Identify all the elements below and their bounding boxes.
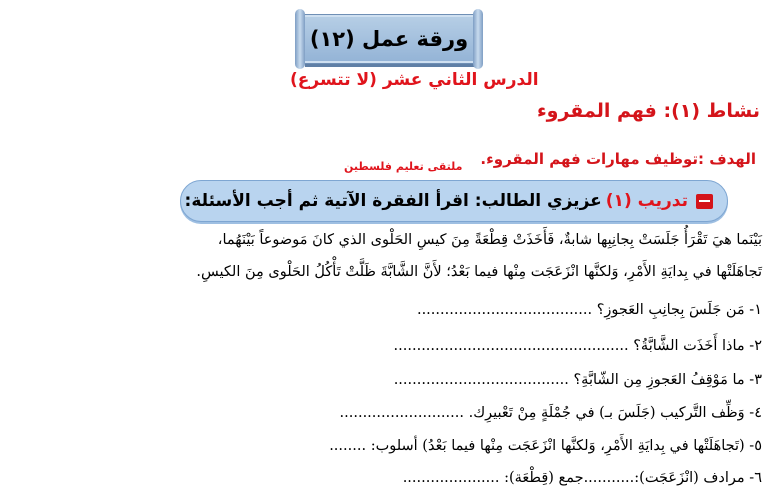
question-3 xyxy=(394,372,762,388)
book-icon xyxy=(696,194,713,209)
task-label: تدريب (١) xyxy=(605,191,688,211)
question-text: ١- مَن جَلَسَ بِجانِبِ العَجوزِ؟ xyxy=(596,302,762,318)
answer-line: ...................................... xyxy=(416,302,593,318)
watermark-text: ملتقى تعليم فلسطين xyxy=(344,160,463,173)
question-text: ٣- ما مَوْقِفُ العَجوزِ مِن الشّابَّةِ؟ xyxy=(573,372,762,388)
scroll-curl-right xyxy=(473,9,483,69)
answer-line: ...................................... xyxy=(393,372,569,388)
answer-line: ........ xyxy=(329,438,367,454)
activity-heading: نشاط (١): فهم المقروء xyxy=(536,100,760,122)
answer-line: ................................................... xyxy=(393,338,629,354)
answer-line: ..................... xyxy=(402,470,500,486)
question-text: ٤- وَظِّف التَّركيب (جَلَسَ بـ) في جُمْلَةٍ مِنْ تَعْبيرِك. xyxy=(468,405,762,421)
question-1 xyxy=(417,302,762,318)
worksheet-title-banner xyxy=(302,14,476,64)
question-5 xyxy=(329,438,762,454)
question-text: ٢- ماذا أَخَذَت الشَّابَّةُ؟ xyxy=(633,338,762,354)
answer-line: ........................... xyxy=(339,405,464,421)
task-banner xyxy=(180,180,728,222)
worksheet-title: ورقة عمل (١٢) xyxy=(309,27,469,51)
question-text: ٥- (تَجاهَلَتْها في بِدايَةِ الأَمْرِ، وَلكنَّها انْزَعَجَت مِنْها فيما بَعْدُ) أسلوب: xyxy=(370,438,762,454)
scroll-curl-left xyxy=(295,9,305,69)
passage-line-2: تَجاهَلَتْها في بِدايَةِ الأَمْرِ، وَلكنَّها انْزَعَجَت مِنْها فيما بَعْدُ؛ لأَنَّ الشَّابَّةَ ظَلَّتْ تَأْكُلُ الحَلْوى مِنَ الكيسِ. xyxy=(196,264,762,280)
task-instruction: عزيزي الطالب: اقرأ الفقرة الآتية ثم أجب الأسئلة: xyxy=(184,191,602,211)
goal-text: الهدف :توظيف مهارات فهم المقروء. xyxy=(480,150,756,168)
question-2 xyxy=(394,338,762,354)
question-6 xyxy=(403,470,762,486)
question-4 xyxy=(340,405,762,421)
question-text: ٦- مرادف (انْزَعَجَت):...........جمع (قِطْعَة): xyxy=(504,470,762,486)
passage-line-1: بَيْنَما هيَ تَقْرَأُ جَلَسَتْ بِجانِبِها شابةٌ، فَأَخَذَتْ قِطْعَةً مِنَ كيسِ الحَلْوى الذي كانَ مَوضوعاً بَيْنَهُما، xyxy=(217,232,762,248)
lesson-subtitle: الدرس الثاني عشر (لا تتسرع) xyxy=(290,70,539,90)
